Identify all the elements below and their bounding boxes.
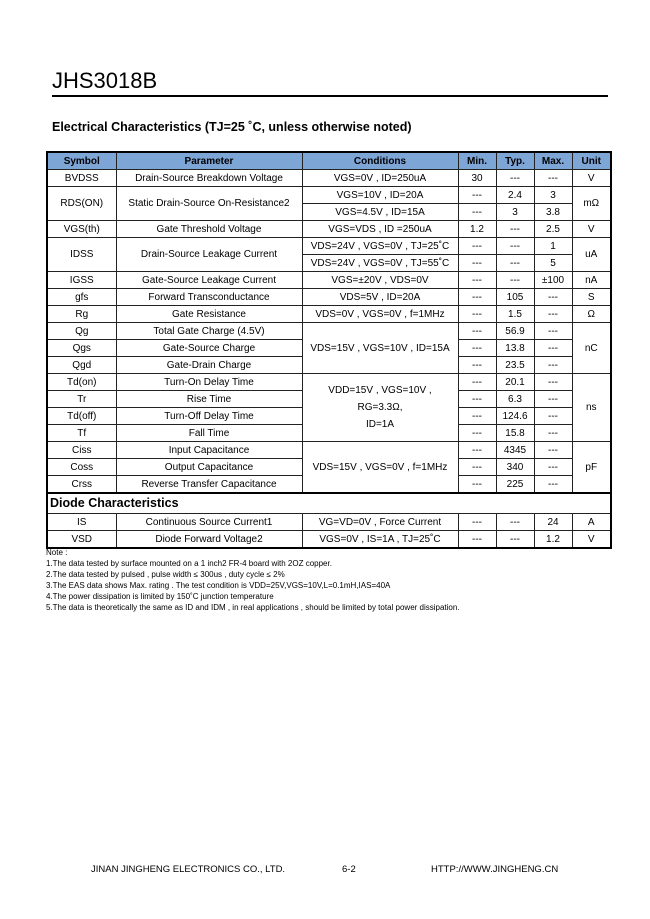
min-cell: --- <box>458 340 496 357</box>
max-cell: 5 <box>534 255 572 272</box>
header-min: Min. <box>458 152 496 170</box>
typ-cell: 23.5 <box>496 357 534 374</box>
header-symbol: Symbol <box>47 152 116 170</box>
table-row <box>47 514 611 531</box>
typ-cell: 3 <box>496 204 534 221</box>
max-cell: --- <box>534 340 572 357</box>
min-cell: --- <box>458 391 496 408</box>
table-row <box>47 374 611 391</box>
parameter-cell: Drain-Source Leakage Current <box>116 238 302 272</box>
max-cell: 1 <box>534 238 572 255</box>
symbol-cell: Qgs <box>47 340 116 357</box>
footer-company: JINAN JINGHENG ELECTRONICS CO., LTD. <box>91 864 286 875</box>
max-cell: --- <box>534 289 572 306</box>
header-parameter: Parameter <box>116 152 302 170</box>
note-line: 5.The data is theoretically the same as ID and IDM , in real applications , should be limited by total power dissipation. <box>46 603 460 612</box>
typ-cell: --- <box>496 170 534 187</box>
unit-cell: V <box>572 221 611 238</box>
conditions-cell: VDS=24V , VGS=0V , TJ=55˚C <box>302 255 458 272</box>
min-cell: --- <box>458 306 496 323</box>
min-cell: --- <box>458 323 496 340</box>
unit-cell: ns <box>572 374 611 442</box>
conditions-cell: VDS=0V , VGS=0V , f=1MHz <box>302 306 458 323</box>
min-cell: --- <box>458 408 496 425</box>
parameter-cell: Fall Time <box>116 425 302 442</box>
min-cell: --- <box>458 204 496 221</box>
unit-cell: V <box>572 531 611 549</box>
note-line: 3.The EAS data shows Max. rating . The test condition is VDD=25V,VGS=10V,L=0.1mH,IAS=40A <box>46 581 391 590</box>
conditions-cell: VGS=0V , IS=1A , TJ=25˚C <box>302 531 458 549</box>
unit-cell: uA <box>572 238 611 272</box>
footer-page-number: 6-2 <box>342 864 356 875</box>
conditions-cell: VDD=15V , VGS=10V , RG=3.3Ω, ID=1A <box>302 374 458 442</box>
diode-section-heading: Diode Characteristics <box>47 493 611 514</box>
max-cell: 2.5 <box>534 221 572 238</box>
table-row <box>47 323 611 340</box>
unit-cell: mΩ <box>572 187 611 221</box>
header-unit: Unit <box>572 152 611 170</box>
min-cell: --- <box>458 425 496 442</box>
table-row <box>47 531 611 549</box>
header-conditions: Conditions <box>302 152 458 170</box>
table-row <box>47 442 611 459</box>
max-cell: --- <box>534 391 572 408</box>
symbol-cell: Rg <box>47 306 116 323</box>
min-cell: --- <box>458 357 496 374</box>
parameter-cell: Rise Time <box>116 391 302 408</box>
table-row <box>47 289 611 306</box>
conditions-cell: VDS=15V , VGS=0V , f=1MHz <box>302 442 458 494</box>
parameter-cell: Input Capacitance <box>116 442 302 459</box>
max-cell: --- <box>534 323 572 340</box>
title-underline <box>52 95 608 97</box>
typ-cell: 56.9 <box>496 323 534 340</box>
note-line: Note : <box>46 548 68 557</box>
parameter-cell: Gate-Source Charge <box>116 340 302 357</box>
parameter-cell: Total Gate Charge (4.5V) <box>116 323 302 340</box>
typ-cell: --- <box>496 272 534 289</box>
table-row <box>47 238 611 255</box>
symbol-cell: gfs <box>47 289 116 306</box>
conditions-cell: VGS=VDS , ID =250uA <box>302 221 458 238</box>
min-cell: --- <box>458 459 496 476</box>
min-cell: --- <box>458 531 496 549</box>
symbol-cell: RDS(ON) <box>47 187 116 221</box>
note-line: 1.The data tested by surface mounted on a 1 inch2 FR-4 board with 2OZ copper. <box>46 559 332 568</box>
symbol-cell: Ciss <box>47 442 116 459</box>
unit-cell: V <box>572 170 611 187</box>
typ-cell: --- <box>496 238 534 255</box>
typ-cell: 340 <box>496 459 534 476</box>
max-cell: --- <box>534 476 572 494</box>
unit-cell: nA <box>572 272 611 289</box>
section-heading: Electrical Characteristics (TJ=25 ˚C, unless otherwise noted) <box>52 120 412 134</box>
max-cell: --- <box>534 170 572 187</box>
conditions-cell: VDS=24V , VGS=0V , TJ=25˚C <box>302 238 458 255</box>
table-row <box>47 272 611 289</box>
header-typ: Typ. <box>496 152 534 170</box>
symbol-cell: Qg <box>47 323 116 340</box>
min-cell: --- <box>458 187 496 204</box>
symbol-cell: IDSS <box>47 238 116 272</box>
min-cell: --- <box>458 442 496 459</box>
symbol-cell: Td(on) <box>47 374 116 391</box>
parameter-cell: Turn-On Delay Time <box>116 374 302 391</box>
conditions-cell: VDS=5V , ID=20A <box>302 289 458 306</box>
parameter-cell: Gate-Source Leakage Current <box>116 272 302 289</box>
parameter-cell: Reverse Transfer Capacitance <box>116 476 302 494</box>
typ-cell: 13.8 <box>496 340 534 357</box>
typ-cell: 15.8 <box>496 425 534 442</box>
table-row <box>47 170 611 187</box>
table-header-row <box>47 152 611 170</box>
parameter-cell: Continuous Source Current1 <box>116 514 302 531</box>
table-row <box>47 187 611 204</box>
min-cell: --- <box>458 374 496 391</box>
parameter-cell: Forward Transconductance <box>116 289 302 306</box>
min-cell: --- <box>458 476 496 494</box>
note-line: 2.The data tested by pulsed , pulse width ≤ 300us , duty cycle ≤ 2% <box>46 570 285 579</box>
min-cell: --- <box>458 238 496 255</box>
typ-cell: 2.4 <box>496 187 534 204</box>
parameter-cell: Diode Forward Voltage2 <box>116 531 302 549</box>
min-cell: --- <box>458 514 496 531</box>
parameter-cell: Gate Threshold Voltage <box>116 221 302 238</box>
typ-cell: 20.1 <box>496 374 534 391</box>
max-cell: --- <box>534 374 572 391</box>
typ-cell: 105 <box>496 289 534 306</box>
unit-cell: nC <box>572 323 611 374</box>
conditions-cell: VGS=10V , ID=20A <box>302 187 458 204</box>
typ-cell: 4345 <box>496 442 534 459</box>
max-cell: 24 <box>534 514 572 531</box>
parameter-cell: Static Drain-Source On-Resistance2 <box>116 187 302 221</box>
symbol-cell: VGS(th) <box>47 221 116 238</box>
max-cell: ±100 <box>534 272 572 289</box>
typ-cell: 225 <box>496 476 534 494</box>
conditions-cell: VGS=±20V , VDS=0V <box>302 272 458 289</box>
symbol-cell: IGSS <box>47 272 116 289</box>
typ-cell: --- <box>496 514 534 531</box>
symbol-cell: Coss <box>47 459 116 476</box>
min-cell: --- <box>458 255 496 272</box>
table-row <box>47 221 611 238</box>
unit-cell: S <box>572 289 611 306</box>
max-cell: --- <box>534 442 572 459</box>
symbol-cell: BVDSS <box>47 170 116 187</box>
conditions-cell: VG=VD=0V , Force Current <box>302 514 458 531</box>
parameter-cell: Drain-Source Breakdown Voltage <box>116 170 302 187</box>
max-cell: 1.2 <box>534 531 572 549</box>
symbol-cell: Crss <box>47 476 116 494</box>
parameter-cell: Output Capacitance <box>116 459 302 476</box>
symbol-cell: Td(off) <box>47 408 116 425</box>
min-cell: 1.2 <box>458 221 496 238</box>
electrical-characteristics-table <box>46 151 612 549</box>
max-cell: --- <box>534 425 572 442</box>
symbol-cell: IS <box>47 514 116 531</box>
footer-url[interactable]: HTTP://WWW.JINGHENG.CN <box>431 864 559 875</box>
conditions-cell: VGS=4.5V , ID=15A <box>302 204 458 221</box>
typ-cell: --- <box>496 255 534 272</box>
typ-cell: --- <box>496 531 534 549</box>
diode-section-heading-row <box>47 493 611 514</box>
typ-cell: --- <box>496 221 534 238</box>
conditions-cell: VDS=15V , VGS=10V , ID=15A <box>302 323 458 374</box>
document-title: JHS3018B <box>52 68 158 93</box>
table-row <box>47 306 611 323</box>
typ-cell: 124.6 <box>496 408 534 425</box>
conditions-cell: VGS=0V , ID=250uA <box>302 170 458 187</box>
typ-cell: 1.5 <box>496 306 534 323</box>
unit-cell: Ω <box>572 306 611 323</box>
min-cell: --- <box>458 289 496 306</box>
max-cell: --- <box>534 408 572 425</box>
symbol-cell: Tr <box>47 391 116 408</box>
max-cell: 3.8 <box>534 204 572 221</box>
max-cell: --- <box>534 306 572 323</box>
symbol-cell: Tf <box>47 425 116 442</box>
symbol-cell: VSD <box>47 531 116 549</box>
parameter-cell: Turn-Off Delay Time <box>116 408 302 425</box>
min-cell: 30 <box>458 170 496 187</box>
parameter-cell: Gate-Drain Charge <box>116 357 302 374</box>
symbol-cell: Qgd <box>47 357 116 374</box>
max-cell: --- <box>534 459 572 476</box>
unit-cell: pF <box>572 442 611 494</box>
unit-cell: A <box>572 514 611 531</box>
note-line: 4.The power dissipation is limited by 150˚C junction temperature <box>46 592 274 601</box>
typ-cell: 6.3 <box>496 391 534 408</box>
header-max: Max. <box>534 152 572 170</box>
parameter-cell: Gate Resistance <box>116 306 302 323</box>
max-cell: 3 <box>534 187 572 204</box>
max-cell: --- <box>534 357 572 374</box>
notes-block <box>46 547 460 613</box>
min-cell: --- <box>458 272 496 289</box>
